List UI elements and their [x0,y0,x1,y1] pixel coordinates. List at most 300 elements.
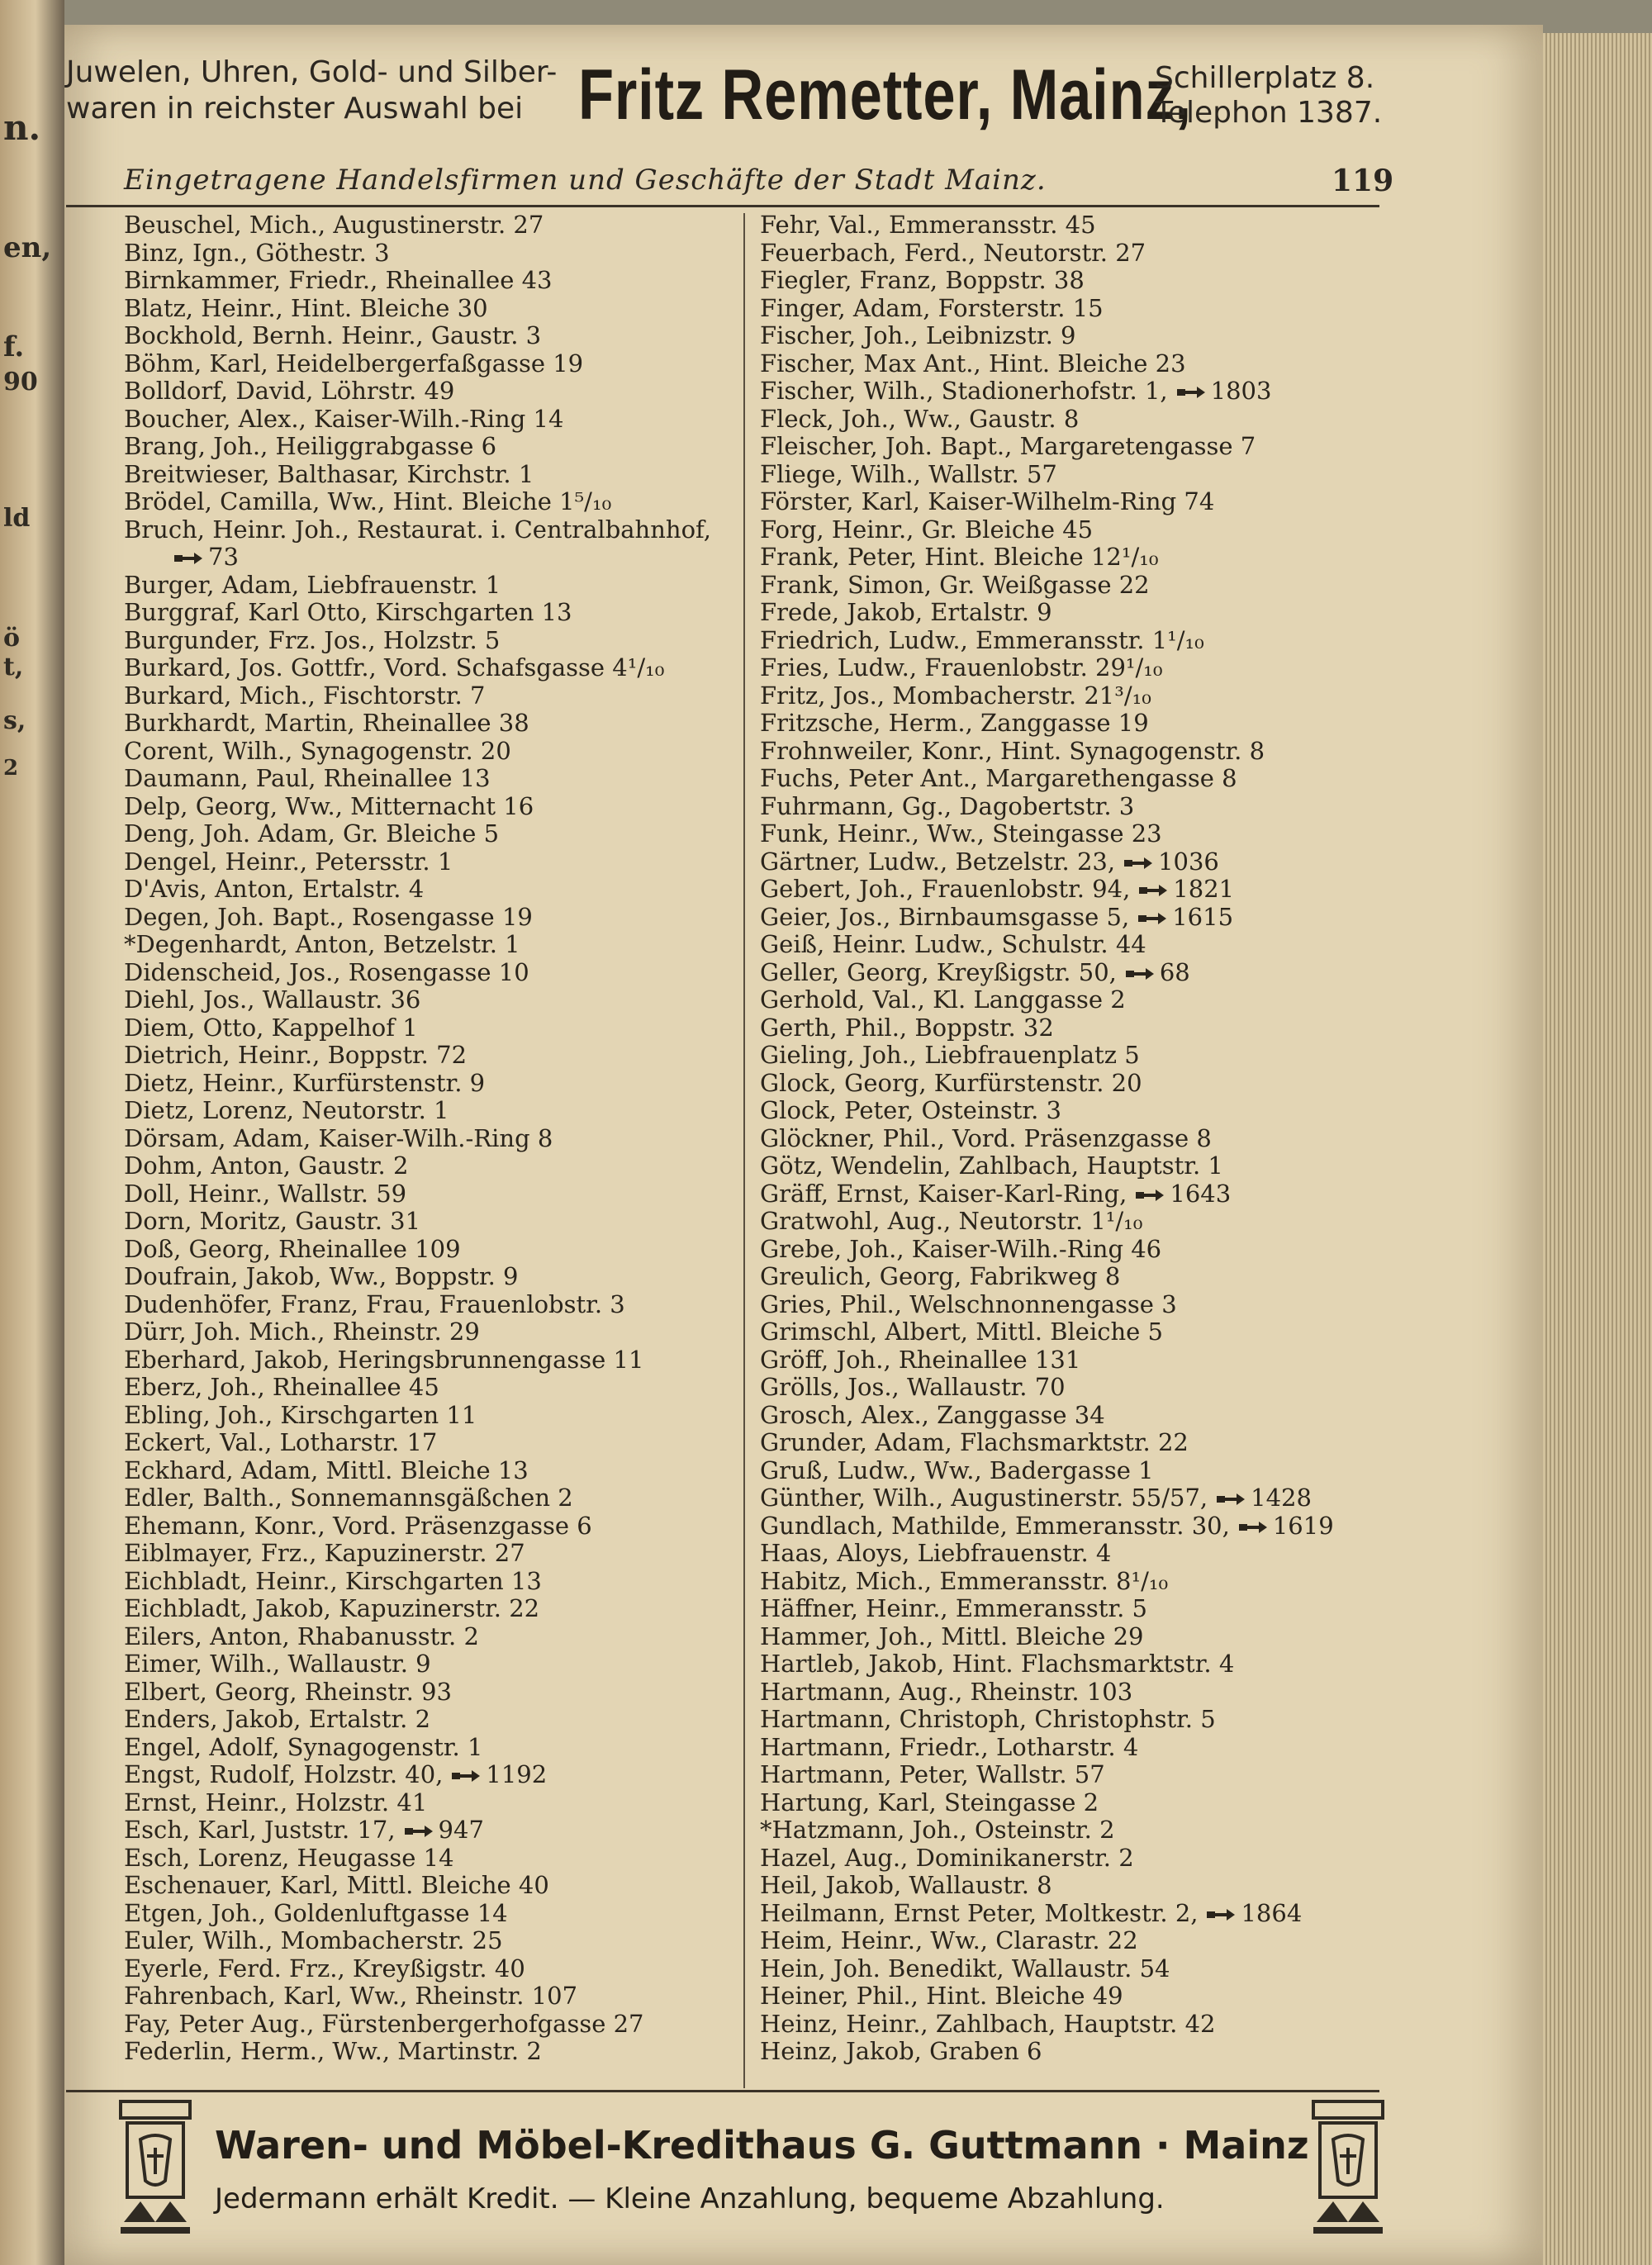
entry-text: Etgen, Joh., Goldenluftgasse 14 [124,1898,508,1927]
entry-text: Förster, Karl, Kaiser-Wilhelm-Ring 74 [760,487,1215,515]
entry-text: Gerth, Phil., Boppstr. 32 [760,1013,1054,1042]
entry-text: Doll, Heinr., Wallstr. 59 [124,1179,407,1208]
entry-text: Eiblmayer, Frz., Kapuzinerstr. 27 [124,1539,525,1567]
ornament-left-icon [116,2098,195,2255]
entry-text: Burkard, Mich., Fischtorstr. 7 [124,681,486,710]
directory-entry [124,1402,727,1430]
directory-entry [124,406,727,434]
directory-entry [760,1429,1371,1457]
entry-text: Edler, Balth., Sonnemannsgäßchen 2 [124,1484,573,1512]
entry-text: Heilmann, Ernst Peter, Moltkestr. 2, [760,1898,1199,1927]
entry-text: Degen, Joh. Bapt., Rosengasse 19 [124,902,533,931]
entry-text: Fries, Ludw., Frauenlobstr. 29¹/₁₀ [760,653,1163,681]
adjacent-page-fragment: ld [3,504,31,533]
directory-entry [124,1346,727,1375]
directory-entry [124,1512,727,1541]
entry-text: Binz, Ign., Göthestr. 3 [124,238,390,267]
header-rule [66,205,1379,207]
entry-text: Dürr, Joh. Mich., Rheinstr. 29 [124,1318,480,1346]
entry-text: Ebling, Joh., Kirschgarten 11 [124,1400,477,1429]
directory-entry [124,1152,727,1180]
entry-text: Brang, Joh., Heiliggrabgasse 6 [124,432,497,460]
entry-text: Elbert, Georg, Rheinstr. 93 [124,1677,452,1706]
entry-text: Burkhardt, Martin, Rheinallee 38 [124,709,529,737]
adjacent-page-fragment: f. [3,330,25,363]
directory-entry [760,1346,1371,1375]
directory-entry [124,1789,727,1817]
directory-entry [760,738,1371,766]
directory-entry [760,322,1371,350]
footer-slogan: Jedermann erhält Kredit. — Kleine Anzahlung, bequeme Abzahlung. [215,2182,1165,2215]
entry-text: Forg, Heinr., Gr. Bleiche 45 [760,515,1094,544]
entry-text: Dorn, Moritz, Gaustr. 31 [124,1207,421,1235]
directory-entry [760,461,1371,489]
footer-company: Waren- und Möbel-Kredithaus G. Guttmann · Mainz [215,2123,1309,2168]
entry-text: Gebert, Joh., Frauenlobstr. 94, [760,875,1131,903]
directory-entry [760,986,1371,1014]
telephone-icon [1125,966,1155,981]
directory-entry [760,1761,1371,1789]
directory-entry [124,793,727,821]
directory-entry [760,433,1371,461]
entry-text: Hammer, Joh., Mittl. Bleiche 29 [760,1622,1144,1650]
entry-text: Heiner, Phil., Hint. Bleiche 49 [760,1982,1123,2010]
entry-text: Frohnweiler, Konr., Hint. Synagogenstr. 8 [760,736,1265,765]
directory-entry [760,1512,1371,1541]
directory-entry [124,1318,727,1346]
directory-entry [760,654,1371,682]
entry-text: *Hatzmann, Joh., Osteinstr. 2 [760,1816,1115,1844]
entry-text: Hartmann, Aug., Rheinstr. 103 [760,1677,1133,1706]
directory-entry [124,710,727,738]
entry-text: Gratwohl, Aug., Neutorstr. 1¹/₁₀ [760,1207,1143,1235]
directory-entry [760,1568,1371,1596]
entry-text: D'Avis, Anton, Ertalstr. 4 [124,875,425,903]
directory-entry [124,1595,727,1623]
directory-entry [124,240,727,268]
directory-entry [124,1927,727,1955]
directory-entry [760,1180,1371,1208]
entry-text: Glock, Georg, Kurfürstenstr. 20 [760,1068,1142,1097]
directory-entry [124,488,727,516]
page-stack-edge [1543,33,1652,2265]
directory-entry [124,1457,727,1485]
entry-text: Deng, Joh. Adam, Gr. Bleiche 5 [124,819,500,848]
directory-entry [124,1236,727,1264]
entry-text: Greulich, Georg, Fabrikweg 8 [760,1262,1121,1290]
entry-text: Eilers, Anton, Rhabanusstr. 2 [124,1622,479,1650]
directory-entry [760,1734,1371,1762]
directory-entry [760,516,1371,544]
entry-text: Glöckner, Phil., Vord. Präsenzgasse 8 [760,1123,1212,1152]
directory-entry [760,1789,1371,1817]
directory-entry [760,1014,1371,1042]
entry-text: Enders, Jakob, Ertalstr. 2 [124,1705,431,1733]
directory-entry [124,627,727,655]
entry-text: Burger, Adam, Liebfrauenstr. 1 [124,570,501,599]
telephone-icon [1216,1492,1246,1507]
directory-entry [124,2011,727,2039]
directory-entry [760,1291,1371,1319]
footer-rule [66,2090,1379,2092]
directory-entry [760,1816,1371,1845]
entry-text: Dietz, Lorenz, Neutorstr. 1 [124,1096,449,1124]
entry-text: Hazel, Aug., Dominikanerstr. 2 [760,1843,1134,1872]
directory-entry [760,2038,1371,2066]
directory-entry [760,572,1371,600]
directory-entry [124,1955,727,1983]
directory-entry [760,765,1371,793]
entry-text: Gundlach, Mathilde, Emmeransstr. 30, [760,1511,1230,1540]
directory-entry [124,1125,727,1153]
entry-text: Diehl, Jos., Wallaustr. 36 [124,985,421,1014]
entry-text: Engst, Rudolf, Holzstr. 40, [124,1760,444,1788]
entry-text: Dietz, Heinr., Kurfürstenstr. 9 [124,1068,486,1097]
entry-text: Ehemann, Konr., Vord. Präsenzgasse 6 [124,1511,592,1540]
directory-entry [760,1845,1371,1873]
entry-text: Dengel, Heinr., Petersstr. 1 [124,847,453,876]
directory-entry [124,295,727,323]
left-column-listing [124,211,727,2066]
entry-text: Günther, Wilh., Augustinerstr. 55/57, [760,1484,1208,1512]
entry-text: Fleischer, Joh. Bapt., Margaretengasse 7 [760,432,1256,460]
entry-text: Brödel, Camilla, Ww., Hint. Bleiche 1⁵/₁₀ [124,487,612,515]
ad-telephone: Telephon 1387. [1155,96,1383,130]
directory-entry [124,1900,727,1928]
directory-entry [124,433,727,461]
directory-entry [760,1540,1371,1568]
directory-entry [760,267,1371,295]
directory-entry [124,1208,727,1236]
entry-text: Bruch, Heinr. Joh., Restaurat. i. Centralbahnhof, [124,515,711,544]
ad-tagline-line2: waren in reichster Auswahl bei [66,92,524,126]
entry-text: Hartleb, Jakob, Hint. Flachsmarktstr. 4 [760,1650,1235,1678]
entry-text: Eberz, Joh., Rheinallee 45 [124,1373,439,1401]
entry-text: Dörsam, Adam, Kaiser-Wilh.-Ring 8 [124,1123,553,1152]
directory-entry [760,682,1371,710]
directory-entry [760,1152,1371,1180]
footer-advertisement [116,2098,1388,2263]
entry-text: Hartmann, Christoph, Christophstr. 5 [760,1705,1216,1733]
entry-text: Frank, Peter, Hint. Bleiche 12¹/₁₀ [760,543,1159,571]
entry-text: Hein, Joh. Benedikt, Wallaustr. 54 [760,1954,1170,1982]
telephone-icon [1238,1520,1268,1535]
entry-text: Grosch, Alex., Zanggasse 34 [760,1400,1105,1429]
directory-entry [760,1042,1371,1070]
directory-entry [124,350,727,378]
entry-text: Götz, Wendelin, Zahlbach, Hauptstr. 1 [760,1151,1223,1180]
directory-entry [124,682,727,710]
directory-entry [124,1014,727,1042]
directory-entry [124,931,727,959]
directory-entry [124,1291,727,1319]
entry-text: Eschenauer, Karl, Mittl. Bleiche 40 [124,1871,549,1899]
entry-text: Grölls, Jos., Wallaustr. 70 [760,1373,1066,1401]
telephone-icon [451,1769,481,1783]
entry-text: Burggraf, Karl Otto, Kirschgarten 13 [124,598,572,626]
entry-text: Fritz, Jos., Mombacherstr. 21³/₁₀ [760,681,1151,710]
entry-text: Glock, Peter, Osteinstr. 3 [760,1096,1061,1124]
entry-text: Esch, Lorenz, Heugasse 14 [124,1843,454,1872]
entry-text: Gieling, Joh., Liebfrauenplatz 5 [760,1041,1140,1069]
directory-entry [124,544,727,572]
directory-entry [124,1540,727,1568]
directory-entry [124,516,727,544]
adjacent-page-fragment: n. [3,107,41,148]
entry-text: Fischer, Joh., Leibnizstr. 9 [760,321,1076,349]
entry-text: Gerhold, Val., Kl. Langgasse 2 [760,985,1126,1014]
directory-entry [124,1816,727,1845]
directory-entry [124,1374,727,1402]
directory-entry [124,378,727,406]
entry-text: Heil, Jakob, Wallaustr. 8 [760,1871,1052,1899]
directory-entry [124,267,727,295]
telephone-icon [1123,856,1153,871]
right-column-listing [760,211,1371,2066]
directory-entry [124,1484,727,1512]
directory-entry [760,1595,1371,1623]
ad-address: Schillerplatz 8. [1155,61,1375,95]
entry-text: Bockhold, Bernh. Heinr., Gaustr. 3 [124,321,542,349]
directory-entry [760,1650,1371,1679]
entry-text: Daumann, Paul, Rheinallee 13 [124,764,491,792]
entry-text: Fahrenbach, Karl, Ww., Rheinstr. 107 [124,1982,578,2010]
adjacent-page-fragment: ö [3,624,21,653]
directory-entry [760,599,1371,627]
entry-text: Blatz, Heinr., Hint. Bleiche 30 [124,293,488,322]
directory-entry [124,876,727,904]
directory-entry [124,1650,727,1679]
directory-entry [760,406,1371,434]
directory-entry [124,1042,727,1070]
entry-text: Delp, Georg, Ww., Mitternacht 16 [124,791,534,820]
directory-entry [760,1955,1371,1983]
directory-entry [760,295,1371,323]
adjacent-page-fragment: t, [3,653,24,681]
entry-text: Ernst, Heinr., Holzstr. 41 [124,1788,428,1816]
directory-entry [760,1318,1371,1346]
entry-text: Beuschel, Mich., Augustinerstr. 27 [124,211,544,239]
directory-entry [760,1900,1371,1928]
entry-text: Eichbladt, Jakob, Kapuzinerstr. 22 [124,1594,540,1622]
telephone-number: 1615 [1172,902,1234,931]
directory-entry [760,2011,1371,2039]
directory-entry [760,1208,1371,1236]
directory-entry [124,2038,727,2066]
directory-entry [760,378,1371,406]
directory-entry [124,848,727,876]
directory-entry [760,350,1371,378]
directory-entry [760,488,1371,516]
entry-text: Grimschl, Albert, Mittl. Bleiche 5 [760,1318,1163,1346]
entry-text: Fritzsche, Herm., Zanggasse 19 [760,709,1149,737]
directory-entry [760,1706,1371,1734]
telephone-number: 1192 [486,1760,548,1788]
adjacent-page-fragment: 2 [3,756,19,781]
entry-text: Frede, Jakob, Ertalstr. 9 [760,598,1052,626]
directory-entry [760,627,1371,655]
entry-text: Burgunder, Frz. Jos., Holzstr. 5 [124,625,501,654]
entry-text: Eckert, Val., Lotharstr. 17 [124,1428,438,1456]
directory-entry [760,1070,1371,1098]
entry-text: Dietrich, Heinr., Boppstr. 72 [124,1041,468,1069]
directory-entry [124,1706,727,1734]
directory-entry [124,765,727,793]
directory-entry [760,240,1371,268]
entry-text: *Degenhardt, Anton, Betzelstr. 1 [124,930,520,958]
entry-text: Fuhrmann, Gg., Dagobertstr. 3 [760,791,1135,820]
entry-text: Eichbladt, Heinr., Kirschgarten 13 [124,1566,542,1595]
adjacent-page-edge [0,0,64,2265]
entry-text: Breitwieser, Balthasar, Kirchstr. 1 [124,459,534,488]
entry-text: Habitz, Mich., Emmeransstr. 8¹/₁₀ [760,1566,1169,1595]
ad-tagline-line1: Juwelen, Uhren, Gold- und Silber- [66,55,558,89]
entry-text: Fischer, Max Ant., Hint. Bleiche 23 [760,349,1186,378]
directory-entry [760,1872,1371,1900]
directory-entry [124,1180,727,1208]
directory-entry [760,1982,1371,2011]
entry-text: Haas, Aloys, Liebfrauenstr. 4 [760,1539,1112,1567]
entry-text: Frank, Simon, Gr. Weißgasse 22 [760,570,1150,599]
entry-text: Funk, Heinr., Ww., Steingasse 23 [760,819,1162,848]
column-divider [743,213,745,2088]
entry-text: Doß, Georg, Rheinallee 109 [124,1234,461,1263]
entry-text: Gärtner, Ludw., Betzelstr. 23, [760,847,1116,876]
entry-text: Eckhard, Adam, Mittl. Bleiche 13 [124,1455,529,1484]
running-head: Eingetragene Handelsfirmen und Geschäfte der Stadt Mainz. [124,164,1047,197]
entry-text: Fischer, Wilh., Stadionerhofstr. 1, [760,377,1168,405]
entry-text: Fay, Peter Aug., Fürstenbergerhofgasse 27 [124,2009,644,2038]
entry-text: Gröff, Joh., Rheinallee 131 [760,1345,1081,1374]
entry-text: Geier, Jos., Birnbaumsgasse 5, [760,902,1130,931]
directory-entry [760,1484,1371,1512]
directory-entry [760,1374,1371,1402]
entry-text: Heim, Heinr., Ww., Clarastr. 22 [760,1926,1138,1954]
entry-text: Euler, Wilh., Mombacherstr. 25 [124,1926,503,1954]
directory-entry [124,1982,727,2011]
directory-entry [760,710,1371,738]
header-advertisement [66,55,1388,170]
telephone-icon [1176,385,1206,400]
directory-entry [760,820,1371,848]
entry-text: 73 [208,543,239,571]
entry-text: Doufrain, Jakob, Ww., Boppstr. 9 [124,1262,519,1290]
telephone-icon [1206,1907,1236,1922]
adjacent-page-fragment: 90 [3,368,38,396]
entry-text: Gries, Phil., Welschnonnengasse 3 [760,1289,1177,1318]
telephone-number: 1619 [1272,1511,1334,1540]
entry-text: Grunder, Adam, Flachsmarktstr. 22 [760,1428,1189,1456]
entry-text: Geller, Georg, Kreyßigstr. 50, [760,957,1117,986]
ad-brand-name: Fritz Remetter, Mainz, [578,55,1192,135]
entry-text: Feuerbach, Ferd., Neutorstr. 27 [760,238,1146,267]
entry-text: Gräff, Ernst, Kaiser-Karl-Ring, [760,1179,1127,1208]
directory-entry [760,1457,1371,1485]
directory-entry [124,820,727,848]
entry-text: Gruß, Ludw., Ww., Badergasse 1 [760,1455,1154,1484]
entry-text: Hartmann, Peter, Wallstr. 57 [760,1760,1105,1788]
directory-entry [124,1429,727,1457]
directory-entry [760,1236,1371,1264]
entry-text: Finger, Adam, Forsterstr. 15 [760,293,1104,322]
adjacent-page-fragment: s, [3,706,26,735]
directory-entry [124,572,727,600]
ad-contact [1155,61,1382,131]
directory-entry [124,986,727,1014]
entry-text: Corent, Wilh., Synagogenstr. 20 [124,736,511,765]
page-number: 119 [1332,164,1394,198]
entry-text: Bolldorf, David, Löhrstr. 49 [124,377,455,405]
directory-entry [760,931,1371,959]
directory-entry [760,544,1371,572]
directory-entry [124,904,727,932]
telephone-number: 1643 [1170,1179,1232,1208]
telephone-icon [1137,911,1167,926]
telephone-number: 1821 [1173,875,1235,903]
directory-entry [124,1872,727,1900]
entry-text: Fiegler, Franz, Boppstr. 38 [760,266,1085,294]
entry-text: Heinz, Heinr., Zahlbach, Hauptstr. 42 [760,2009,1216,2038]
entry-text: Hartung, Karl, Steingasse 2 [760,1788,1099,1816]
entry-text: Esch, Karl, Juststr. 17, [124,1816,396,1844]
directory-entry [760,1125,1371,1153]
directory-entry [124,1263,727,1291]
entry-text: Hartmann, Friedr., Lotharstr. 4 [760,1732,1139,1761]
directory-entry [760,793,1371,821]
directory-entry [124,1623,727,1651]
entry-text: Diem, Otto, Kappelhof 1 [124,1013,418,1042]
entry-text: Eberhard, Jakob, Heringsbrunnengasse 11 [124,1345,644,1374]
directory-entry [124,322,727,350]
entry-text: Friedrich, Ludw., Emmeransstr. 1¹/₁₀ [760,625,1204,654]
directory-entry [760,1927,1371,1955]
entry-text: Eyerle, Ferd. Frz., Kreyßigstr. 40 [124,1954,525,1982]
telephone-number: 947 [438,1816,484,1844]
entry-text: Engel, Adolf, Synagogenstr. 1 [124,1732,483,1761]
directory-entry [124,461,727,489]
directory-entry [760,959,1371,987]
telephone-icon [173,551,203,566]
entry-text: Böhm, Karl, Heidelbergerfaßgasse 19 [124,349,584,378]
entry-text: Fliege, Wilh., Wallstr. 57 [760,459,1057,488]
entry-text: Federlin, Herm., Ww., Martinstr. 2 [124,2037,542,2065]
entry-text: Didenscheid, Jos., Rosengasse 10 [124,957,529,986]
ornament-right-icon [1308,2098,1388,2255]
entry-text: Birnkammer, Friedr., Rheinallee 43 [124,266,553,294]
directory-entry [760,1097,1371,1125]
telephone-number: 68 [1159,957,1190,986]
entry-text: Boucher, Alex., Kaiser-Wilh.-Ring 14 [124,404,564,433]
directory-entry [124,1097,727,1125]
directory-entry [760,848,1371,876]
telephone-icon [1138,883,1168,898]
entry-text: Grebe, Joh., Kaiser-Wilh.-Ring 46 [760,1234,1162,1263]
directory-entry [124,959,727,987]
telephone-number: 1803 [1210,377,1272,405]
directory-entry [124,654,727,682]
telephone-number: 1428 [1251,1484,1312,1512]
entry-text: Geiß, Heinr. Ludw., Schulstr. 44 [760,930,1146,958]
directory-entry [124,211,727,240]
entry-text: Burkard, Jos. Gottfr., Vord. Schafsgasse 4¹/₁₀ [124,653,665,681]
directory-entry [124,1761,727,1789]
directory-entry [760,904,1371,932]
entry-text: Eimer, Wilh., Wallaustr. 9 [124,1650,431,1678]
directory-entry [760,211,1371,240]
entry-text: Fleck, Joh., Ww., Gaustr. 8 [760,404,1080,433]
entry-text: Dudenhöfer, Franz, Frau, Frauenlobstr. 3 [124,1289,625,1318]
entry-text: Fuchs, Peter Ant., Margarethengasse 8 [760,764,1237,792]
